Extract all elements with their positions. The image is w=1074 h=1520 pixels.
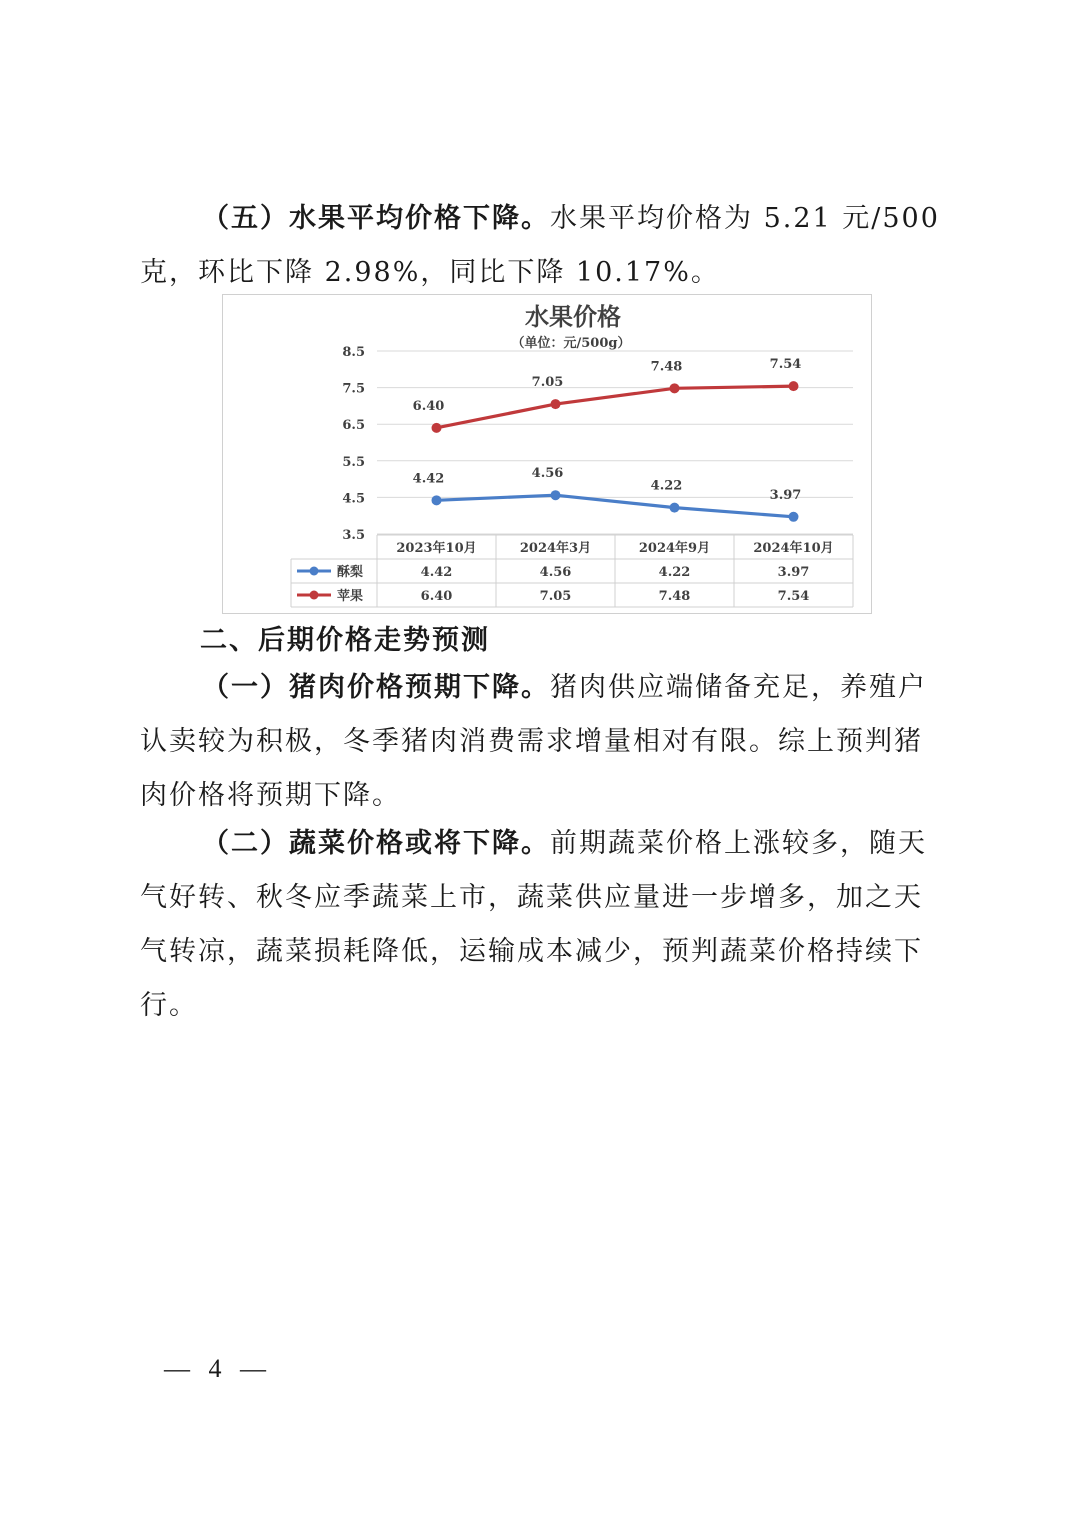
footer-dash-right: — bbox=[240, 1354, 272, 1383]
section5-paragraph bbox=[140, 192, 940, 300]
data-label: 6.40 bbox=[412, 398, 445, 414]
data-label: 7.05 bbox=[531, 375, 564, 391]
y-tick-label: 8.5 bbox=[342, 345, 365, 360]
series-line-apple bbox=[437, 386, 794, 428]
y-tick-label: 5.5 bbox=[342, 454, 365, 470]
page-number: 4 bbox=[208, 1354, 228, 1383]
table-cell-value: 7.48 bbox=[658, 589, 691, 604]
x-category-label: 2023年10月 bbox=[396, 541, 477, 556]
data-point bbox=[432, 423, 442, 433]
data-label: 7.54 bbox=[769, 357, 802, 373]
legend-series-name: 苹果 bbox=[337, 589, 364, 604]
chart-subtitle: （单位：元/500g） bbox=[511, 336, 631, 351]
data-point bbox=[789, 512, 799, 522]
section5-lead: （五）水果平均价格下降。 bbox=[202, 203, 550, 234]
sub1-paragraph bbox=[140, 661, 940, 823]
legend-marker bbox=[310, 591, 319, 600]
footer-dash-left: — bbox=[164, 1354, 196, 1383]
chart-svg bbox=[223, 295, 871, 613]
table-cell-value: 4.56 bbox=[539, 565, 572, 580]
table-cell-value: 3.97 bbox=[777, 565, 810, 580]
legend-series-name: 酥梨 bbox=[337, 565, 364, 580]
sub2-lead: （二）蔬菜价格或将下降。 bbox=[202, 828, 550, 859]
x-category-label: 2024年10月 bbox=[753, 541, 834, 556]
data-label: 4.42 bbox=[412, 471, 445, 487]
table-cell-value: 4.42 bbox=[420, 565, 453, 580]
sub1-lead: （一）猪肉价格预期下降。 bbox=[202, 672, 550, 703]
x-category-label: 2024年3月 bbox=[519, 541, 592, 556]
y-tick-label: 6.5 bbox=[342, 418, 365, 434]
y-tick-label: 4.5 bbox=[342, 491, 365, 507]
section5-body: 水果平均价格为 5.21 元/500 克，环比下降 2.98%，同比下降 10.17%。 bbox=[140, 203, 940, 288]
data-point bbox=[551, 399, 561, 409]
legend-marker bbox=[310, 567, 319, 576]
y-tick-label: 7.5 bbox=[342, 381, 365, 397]
table-cell-value: 7.05 bbox=[539, 589, 572, 604]
data-point bbox=[670, 503, 680, 513]
data-label: 3.97 bbox=[769, 487, 802, 503]
table-cell-value: 6.40 bbox=[420, 589, 453, 604]
data-label: 4.22 bbox=[650, 478, 683, 494]
data-point bbox=[670, 383, 680, 393]
section2-heading: 二、后期价格走势预测 bbox=[200, 625, 490, 656]
page-footer bbox=[164, 1354, 272, 1384]
fruit-price-chart bbox=[222, 294, 872, 614]
chart-title: 水果价格 bbox=[525, 303, 621, 331]
y-tick-label: 3.5 bbox=[342, 528, 365, 543]
sub2-body: 前期蔬菜价格上涨较多，随天气好转、秋冬应季蔬菜上市，蔬菜供应量进一步增多，加之天气转凉，蔬菜损耗降低，运输成本减少，预判蔬菜价格持续下行。 bbox=[140, 828, 927, 1021]
x-category-label: 2024年9月 bbox=[638, 541, 711, 556]
data-point bbox=[551, 490, 561, 500]
data-label: 4.56 bbox=[531, 466, 564, 482]
table-cell-value: 4.22 bbox=[658, 565, 691, 580]
data-point bbox=[789, 381, 799, 391]
series-line-pear bbox=[437, 495, 794, 517]
data-label: 7.48 bbox=[650, 359, 683, 375]
data-point bbox=[432, 495, 442, 505]
sub1-body: 猪肉供应端储备充足，养殖户认卖较为积极，冬季猪肉消费需求增量相对有限。综上预判猪肉价格将预期下降。 bbox=[140, 672, 927, 811]
table-cell-value: 7.54 bbox=[777, 589, 810, 604]
sub2-paragraph bbox=[140, 817, 940, 1033]
